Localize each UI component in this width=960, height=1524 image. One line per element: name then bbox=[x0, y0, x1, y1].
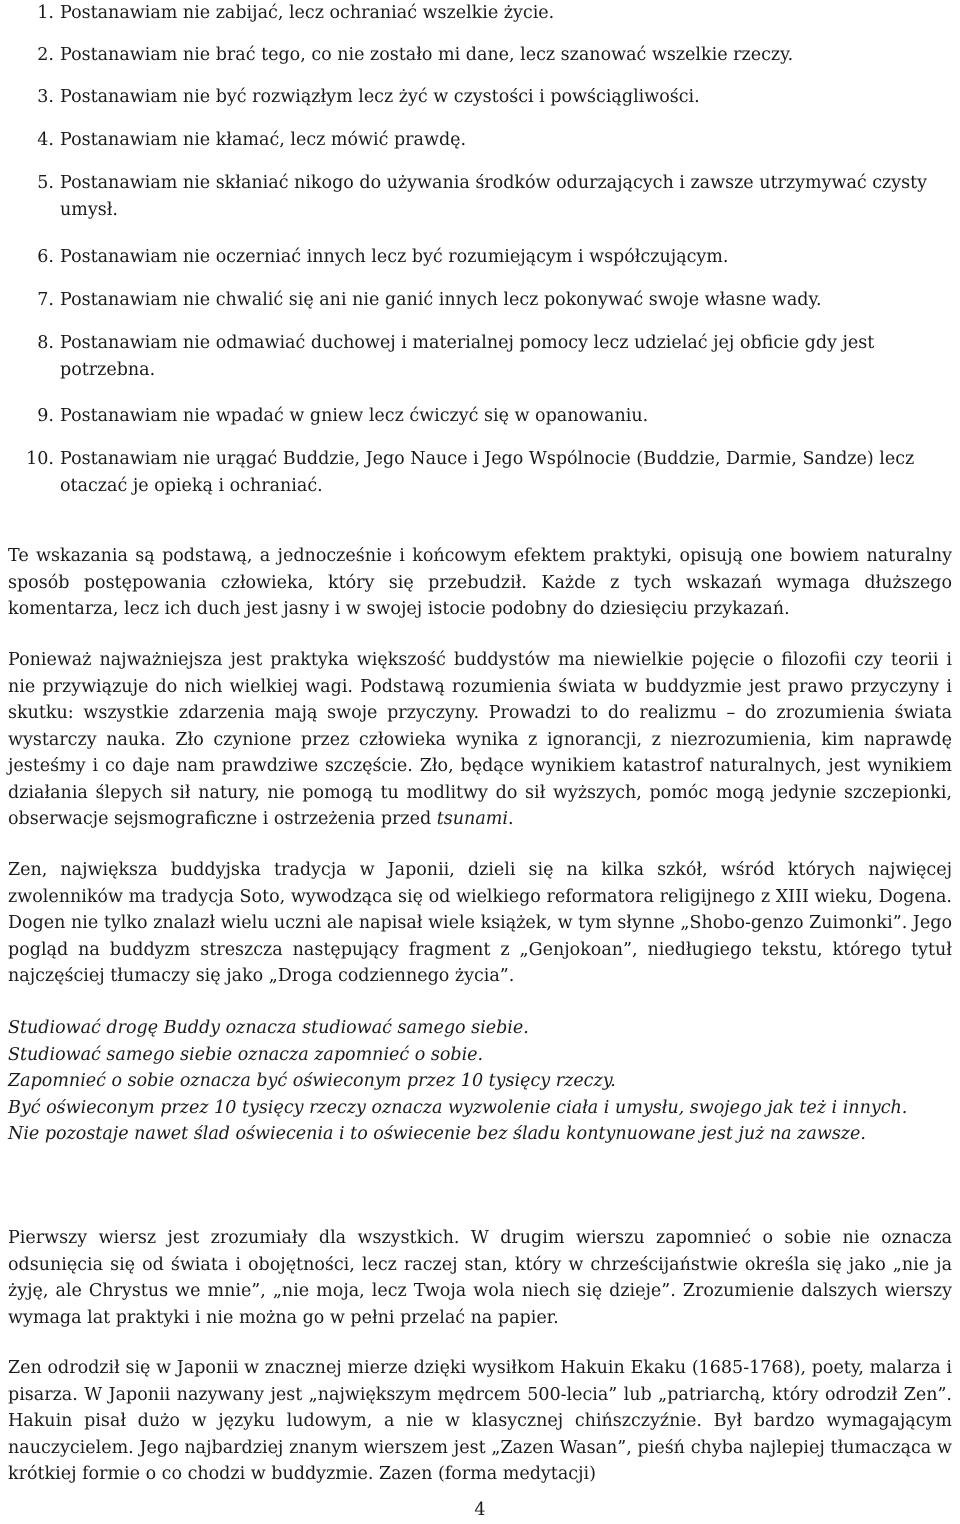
list-item bbox=[8, 330, 952, 384]
paragraph-causality bbox=[8, 647, 952, 833]
list-item bbox=[8, 170, 952, 224]
list-item-number: 6. bbox=[37, 247, 54, 267]
paragraph-commentary: Pierwszy wiersz jest zrozumiały dla wszystkich. W drugim wierszu zapomnieć o sobie nie oznacza odsunięcia się od świata i obojętności, lecz raczej stan, który w chrześcijaństwie określa się jako „nie ja żyję, ale Chrystus we mnie”, „nie moja, lecz Twoja wola niech się dzieje”. Zrozumienie dalszych wierszy wymaga lat praktyki i nie można go w pełni przelać na papier. bbox=[8, 1228, 952, 1328]
list-item-number: 4. bbox=[37, 130, 54, 150]
paragraph-guidelines: Te wskazania są podstawą, a jednocześnie i końcowym efektem praktyki, opisują one bowiem naturalny sposób postępowania człowieka, który się przebudził. Każde z tych wskazań wymaga dłuższego komentarza, lecz ich duch jest jasny i w swojej istocie podobny do dziesięciu przykazań. bbox=[8, 546, 952, 619]
list-item-number: 3. bbox=[37, 87, 54, 107]
list-item-text: Postanawiam nie kłamać, lecz mówić prawdę. bbox=[60, 130, 467, 150]
list-item bbox=[8, 244, 952, 271]
list-item-number: 10. bbox=[26, 449, 54, 469]
list-item-text: Postanawiam nie być rozwiązłym lecz żyć w czystości i powściągliwości. bbox=[60, 87, 700, 107]
paragraph-zen-japan: Zen, największa buddyjska tradycja w Japonii, dzieli się na kilka szkół, wśród których najwięcej zwolenników ma tradycja Soto, wywodząca się od wielkiego reformatora religijnego z XIII wieku, Dogena. Dogen nie tylko znalazł wielu uczni ale napisał wiele książek, w tym słynne „Shobo-genzo Zuimonki”. Jego pogląd na buddyzm streszcza następujący fragment z „Genjokoan”, niedługiego tekstu, którego tytuł najczęściej tłumaczy się jako „Droga codziennego życia”. bbox=[8, 860, 952, 986]
poem-line: Studiować samego siebie oznacza zapomnieć o sobie. bbox=[8, 1044, 484, 1065]
list-item-number: 5. bbox=[37, 173, 54, 193]
list-item bbox=[8, 403, 952, 430]
list-item-number: 7. bbox=[37, 290, 54, 310]
list-item bbox=[8, 42, 952, 69]
list-item-text: Postanawiam nie zabijać, lecz ochraniać wszelkie życie. bbox=[60, 3, 555, 23]
list-item bbox=[8, 84, 952, 111]
paragraph-causality-end: . bbox=[507, 809, 514, 829]
list-item-number: 1. bbox=[37, 3, 54, 23]
list-item bbox=[8, 127, 952, 154]
list-item bbox=[8, 446, 952, 500]
poem-line: Zapomnieć o sobie oznacza być oświeconym przez 10 tysięcy rzeczy. bbox=[8, 1071, 616, 1091]
list-item-text: Postanawiam nie odmawiać duchowej i materialnej pomocy lecz udzielać jej obficie gdy jest potrzebna. bbox=[60, 333, 875, 380]
list-item-text: Postanawiam nie wpadać w gniew lecz ćwiczyć się w opanowaniu. bbox=[60, 406, 649, 426]
paragraph-hakuin: Zen odrodził się w Japonii w znacznej mierze dzięki wysiłkom Hakuin Ekaku (1685-1768), poety, malarza i pisarza. W Japonii nazywany jest „największym mędrcem 500-lecia” lub „patriarchą, który odrodził Zen”. Hakuin pisał dużo w języku ludowym, a nie w klasycznej chińszczyźnie. Był bardzo wymagającym nauczycielem. Jego najbardziej znanym wierszem jest „Zazen Wasan”, pieśń chyba najlepiej tłumacząca w krótkiej formie o co chodzi w buddyzmie. Zazen (forma medytacji) bbox=[8, 1358, 952, 1484]
poem-line: Być oświeconym przez 10 tysięcy rzeczy oznacza wyzwolenie ciała i umysłu, swojego jak też i innych. bbox=[8, 1097, 908, 1118]
poem-line: Studiować drogę Buddy oznacza studiować samego siebie. bbox=[8, 1018, 529, 1038]
list-item bbox=[8, 0, 952, 27]
list-item-text: Postanawiam nie skłaniać nikogo do używania środków odurzających i zawsze utrzymywać czysty umysł. bbox=[60, 173, 928, 220]
poem-genjokoan bbox=[8, 1015, 952, 1148]
list-item-text: Postanawiam nie oczerniać innych lecz być rozumiejącym i współczującym. bbox=[60, 247, 729, 267]
tsunami-emphasis: tsunami bbox=[436, 809, 508, 829]
list-item-number: 2. bbox=[37, 45, 54, 65]
poem-line: Nie pozostaje nawet ślad oświecenia i to oświecenie bez śladu kontynuowane jest już na zawsze. bbox=[8, 1124, 866, 1144]
page-number: 4 bbox=[474, 1500, 486, 1520]
list-item-text: Postanawiam nie brać tego, co nie zostało mi dane, lecz szanować wszelkie rzeczy. bbox=[60, 45, 794, 65]
paragraph-causality-text: Ponieważ najważniejsza jest praktyka większość buddystów ma niewielkie pojęcie o filozofii czy teorii i nie przywiązuje do nich wielkiej wagi. Podstawą rozumienia świata w buddyzmie jest prawo przyczyny i skutku: wszystkie zdarzenia mają swoje przyczyny. Prowadzi to do realizmu – do zrozumienia świata wystarczy nauka. Zło czynione przez człowieka wynika z ignorancji, z niezrozumienia, kim naprawdę jesteśmy i co daje nam prawdziwe szczęście. Zło, będące wynikiem katastrof naturalnych, jest wynikiem działania ślepych sił natury, nie pomogą tu modlitwy do sił wyższych, pomóc mogą jedynie szczepionki, obserwacje sejsmograficzne i ostrzeżenia przed bbox=[8, 650, 952, 829]
list-item-number: 9. bbox=[37, 406, 54, 426]
list-item-text: Postanawiam nie urągać Buddzie, Jego Nauce i Jego Wspólnocie (Buddzie, Darmie, Sandze) lecz otaczać je opieką i ochraniać. bbox=[60, 449, 915, 496]
list-item bbox=[8, 287, 952, 314]
list-item-text: Postanawiam nie chwalić się ani nie ganić innych lecz pokonywać swoje własne wady. bbox=[60, 290, 822, 310]
list-item-number: 8. bbox=[37, 333, 54, 353]
